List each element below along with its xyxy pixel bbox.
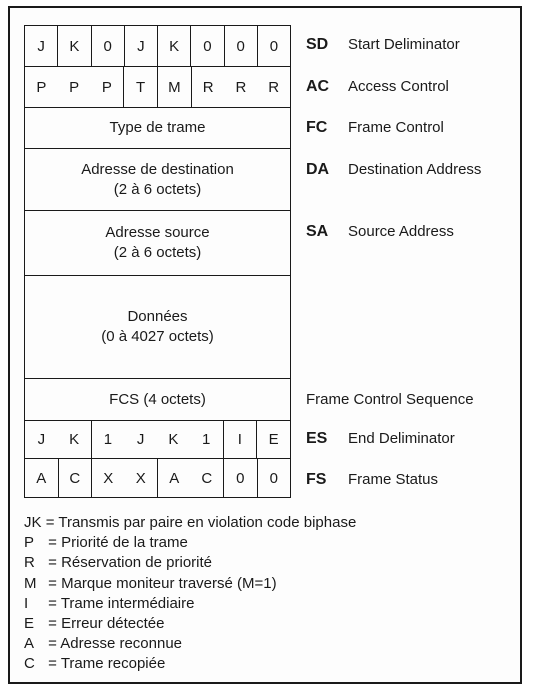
desc-abbr: ES: [306, 430, 328, 447]
desc-abbr: FS: [306, 471, 327, 488]
bit: 0: [224, 459, 258, 497]
bit: 0: [269, 37, 279, 55]
legend-text: = Marque moniteur traversé (M=1): [48, 574, 277, 592]
bit: P: [69, 78, 80, 96]
legend-key: C: [24, 655, 35, 673]
desc-sa: [306, 223, 454, 241]
bit: P: [36, 78, 47, 96]
legend-key: JK: [24, 514, 42, 531]
legend-key: M: [24, 574, 37, 592]
bit: 0: [191, 26, 224, 66]
bit: R: [268, 78, 280, 96]
token-ring-frame: [24, 25, 291, 498]
legend-key: E: [24, 615, 35, 633]
bit: K: [168, 431, 179, 448]
row-ac: [25, 67, 290, 108]
legend-text: = Trame intermédiaire: [48, 594, 195, 612]
desc-text: Start Deliminator: [348, 36, 460, 53]
bit: A: [169, 469, 180, 487]
row-fcs: [25, 379, 290, 421]
field-size: (2 à 6 octets): [113, 244, 202, 261]
bit: I: [224, 421, 258, 458]
bit: 0: [225, 26, 258, 66]
field-label: Adresse de destination: [81, 160, 234, 178]
field-label: FCS (4 octets): [109, 390, 206, 408]
legend-item: [24, 574, 356, 594]
field-size: (0 à 4027 octets): [101, 328, 214, 345]
desc-text: End Deliminator: [348, 430, 455, 447]
row-sd: [25, 26, 290, 67]
bit: C: [59, 459, 93, 497]
row-data: [25, 276, 290, 379]
legend-item: [24, 654, 356, 674]
bit: 1: [190, 421, 224, 458]
legend-item: [24, 513, 356, 533]
desc-abbr: SD: [306, 36, 329, 53]
legend-item: [24, 533, 356, 553]
legend-text: = Trame recopiée: [48, 655, 166, 673]
desc-da: [306, 161, 481, 179]
bit: C: [191, 459, 225, 497]
legend-text: = Erreur détectée: [48, 615, 165, 633]
bit: J: [37, 431, 46, 448]
bit: J: [136, 431, 145, 448]
bit: R: [235, 78, 247, 96]
field-label: Données: [127, 308, 188, 325]
bit: K: [58, 421, 92, 458]
bit: X: [103, 469, 114, 487]
legend-text: = Réservation de priorité: [48, 554, 213, 572]
bit: M: [158, 67, 192, 107]
desc-ac: [306, 78, 449, 96]
desc-abbr: AC: [306, 78, 330, 95]
bit: K: [158, 26, 191, 66]
legend-item: [24, 614, 356, 634]
bit: P: [91, 67, 125, 107]
legend-text: = Transmis par paire en violation code biphase: [45, 514, 357, 531]
row-da: [25, 149, 290, 211]
row-fs: [25, 459, 290, 497]
legend: [24, 513, 356, 675]
legend-text: = Priorité de la trame: [48, 534, 188, 552]
legend-item: [24, 553, 356, 573]
bit: J: [25, 26, 58, 66]
bit: 0: [92, 26, 125, 66]
legend-item: [24, 634, 356, 654]
legend-key: P: [24, 534, 35, 552]
desc-abbr: FC: [306, 119, 328, 136]
desc-text: Access Control: [348, 78, 449, 95]
desc-fc: [306, 119, 444, 137]
bit: 0: [269, 469, 278, 487]
desc-es: [306, 430, 455, 448]
desc-text: Source Address: [348, 223, 454, 240]
desc-abbr: SA: [306, 223, 329, 240]
bit: K: [58, 26, 91, 66]
desc-abbr: DA: [306, 161, 330, 178]
row-ed: [25, 421, 290, 459]
bit: T: [124, 67, 158, 107]
field-label: Adresse source: [105, 224, 210, 241]
bit: 1: [103, 431, 113, 448]
bit: A: [25, 459, 59, 497]
desc-text: Frame Control: [348, 119, 444, 136]
desc-text: Destination Address: [348, 161, 482, 178]
bit: X: [125, 459, 159, 497]
desc-fs: [306, 471, 438, 489]
bit: R: [202, 78, 214, 96]
legend-text: = Adresse reconnue: [48, 635, 183, 653]
row-fc: [25, 108, 290, 149]
desc-text: Frame Control Sequence: [306, 391, 474, 408]
bit: J: [125, 26, 158, 66]
row-sa: [25, 211, 290, 276]
legend-key: A: [24, 635, 35, 653]
desc-fcs: [306, 391, 474, 408]
desc-sd: [306, 36, 460, 54]
bit: E: [268, 431, 279, 448]
field-size: (2 à 6 octets): [113, 180, 202, 198]
legend-key: R: [24, 554, 35, 572]
field-label: Type de trame: [109, 119, 206, 136]
desc-text: Frame Status: [348, 471, 439, 488]
legend-item: [24, 594, 356, 614]
legend-key: I: [24, 594, 29, 612]
